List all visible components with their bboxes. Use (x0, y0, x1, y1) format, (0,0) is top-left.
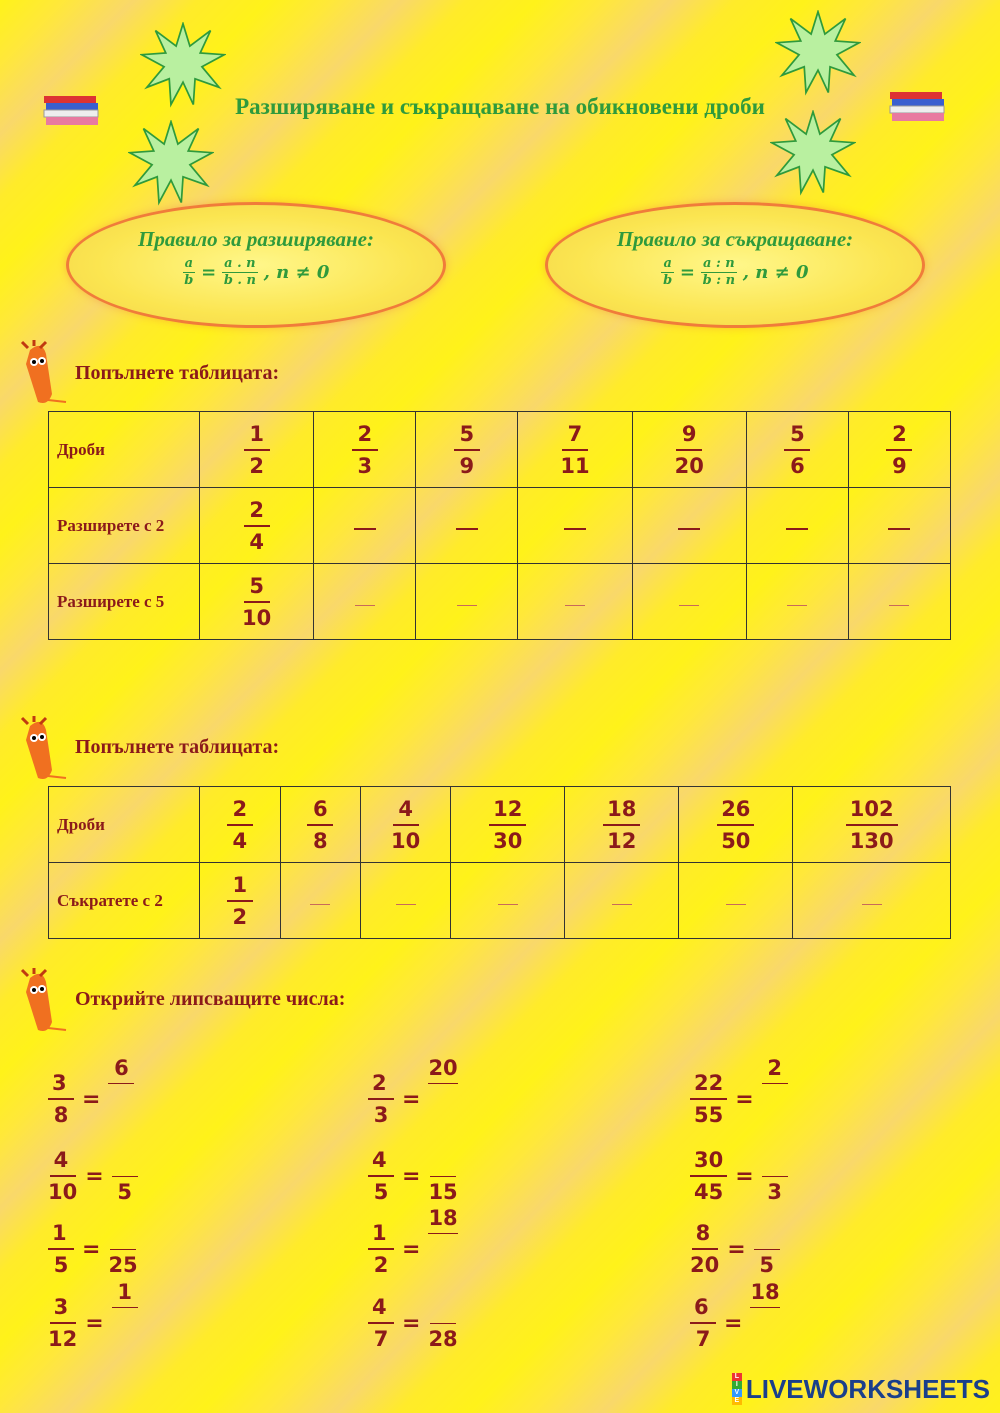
denominator: 55 (694, 1103, 724, 1127)
left-fraction (48, 1292, 77, 1354)
right-fraction[interactable] (428, 1053, 457, 1114)
reduce-rule-label: Правило за съкращаване: (616, 227, 854, 251)
row-label: Дроби (49, 412, 200, 488)
carrot-mascot-icon (12, 340, 68, 412)
right-fraction[interactable] (112, 1277, 138, 1338)
fraction (454, 419, 480, 481)
fraction (560, 419, 589, 481)
equation (690, 1218, 780, 1280)
numerator: 6 (690, 1292, 716, 1324)
reduce-table (48, 786, 951, 939)
denominator: 10 (48, 1180, 78, 1204)
fraction (244, 495, 270, 557)
formula-b: b (663, 273, 673, 288)
numerator: 5 (244, 571, 270, 603)
left-fraction (690, 1218, 719, 1280)
table-cell (746, 412, 848, 488)
denominator: 5 (759, 1252, 774, 1277)
numerator: 5 (454, 419, 480, 451)
numerator: 2 (368, 1068, 394, 1100)
numerator: 4 (50, 1145, 76, 1177)
formula-den: b . n (223, 273, 256, 288)
equals-sign: = (82, 1236, 101, 1262)
right-fraction[interactable] (428, 1293, 457, 1354)
left-fraction (48, 1218, 74, 1280)
right-fraction[interactable] (762, 1146, 788, 1207)
table-cell (280, 787, 361, 863)
numerator: 2 (762, 1053, 788, 1084)
table-cell (416, 412, 518, 488)
numerator[interactable] (430, 1293, 456, 1324)
fraction (846, 794, 898, 856)
section3-heading: Открийте липсващите числа: (75, 988, 346, 1010)
table-cell[interactable] (565, 863, 679, 939)
numerator: 3 (48, 1068, 74, 1100)
table-row (49, 412, 951, 488)
numerator: 12 (489, 794, 526, 826)
left-fraction (368, 1068, 394, 1130)
expand-table (48, 411, 951, 640)
carrot-mascot-icon (12, 968, 68, 1040)
denominator: 9 (892, 453, 907, 478)
table-row (49, 564, 951, 640)
answer-blank[interactable] (678, 528, 700, 530)
fraction (603, 794, 640, 856)
row-label: Съкратете с 2 (49, 863, 200, 939)
answer-blank[interactable] (862, 904, 882, 905)
reduce-rule-formula: $\frac{a}{b}$ = $\frac{a : n}{b : n}$ , n ≠ 0 (663, 256, 809, 288)
denominator[interactable] (430, 1084, 456, 1114)
numerator: 7 (562, 419, 588, 451)
denominator: 3 (373, 1103, 389, 1127)
right-fraction[interactable] (108, 1219, 137, 1280)
table-cell (632, 412, 746, 488)
denominator: 130 (849, 828, 894, 853)
equals-sign: = (735, 1086, 754, 1112)
right-fraction[interactable] (112, 1146, 138, 1207)
answer-blank[interactable] (889, 605, 909, 606)
denominator: 11 (560, 453, 590, 478)
left-fraction (48, 1068, 74, 1130)
left-fraction (48, 1145, 77, 1207)
equation (48, 1218, 138, 1280)
answer-blank[interactable] (498, 904, 518, 905)
denominator: 12 (48, 1327, 78, 1351)
table-cell (200, 488, 314, 564)
table-cell (200, 787, 281, 863)
numerator: 4 (393, 794, 419, 826)
answer-blank[interactable] (456, 528, 478, 530)
numerator: 1 (48, 1218, 74, 1250)
denominator: 20 (690, 1253, 720, 1277)
numerator: 102 (846, 794, 898, 826)
denominator: 4 (249, 529, 264, 554)
answer-blank[interactable] (354, 528, 376, 530)
live-badge: L I V E (732, 1373, 742, 1405)
table-cell[interactable] (416, 564, 518, 640)
row-label: Дроби (49, 787, 200, 863)
table-cell[interactable] (848, 564, 950, 640)
numerator: 26 (717, 794, 754, 826)
numerator: 18 (603, 794, 640, 826)
denominator: 6 (790, 453, 805, 478)
equals-sign: = (402, 1163, 421, 1189)
right-fraction[interactable] (754, 1219, 780, 1280)
table-cell[interactable] (451, 863, 565, 939)
numerator: 5 (784, 419, 810, 451)
denominator: 2 (232, 904, 248, 929)
denominator: 12 (607, 828, 637, 853)
row-label: Разширете с 2 (49, 488, 200, 564)
equation (368, 1055, 458, 1130)
table-cell[interactable] (361, 863, 451, 939)
table-cell (565, 787, 679, 863)
table-cell (200, 564, 314, 640)
answer-blank[interactable] (310, 904, 330, 905)
denominator: 5 (373, 1180, 389, 1204)
left-fraction (690, 1068, 727, 1130)
denominator: 28 (428, 1326, 458, 1351)
numerator: 9 (676, 419, 702, 451)
table-cell[interactable] (632, 564, 746, 640)
denominator: 15 (428, 1179, 458, 1204)
denominator: 10 (391, 828, 421, 853)
numerator[interactable] (110, 1219, 136, 1250)
numerator: 6 (307, 794, 333, 826)
right-fraction[interactable] (428, 1146, 457, 1207)
equals-sign: = (724, 1310, 743, 1336)
equals-sign: = (727, 1236, 746, 1262)
table-cell[interactable] (746, 564, 848, 640)
numerator: 20 (428, 1053, 457, 1084)
fraction (886, 419, 912, 481)
equation (368, 1145, 458, 1207)
equals-sign: = (402, 1310, 421, 1336)
denominator: 2 (373, 1253, 389, 1277)
equals-sign: = (735, 1163, 754, 1189)
answer-blank[interactable] (612, 904, 632, 905)
denominator: 45 (694, 1180, 724, 1204)
equals-sign: = (82, 1086, 101, 1112)
star-burst-icon (775, 10, 861, 96)
numerator: 4 (368, 1145, 394, 1177)
fraction (227, 870, 253, 932)
fraction (244, 419, 270, 481)
fraction (675, 419, 704, 481)
equation (690, 1279, 780, 1354)
table-cell[interactable] (314, 488, 416, 564)
denominator[interactable] (430, 1234, 456, 1264)
numerator[interactable] (112, 1146, 138, 1177)
fraction (227, 794, 253, 856)
denominator[interactable] (752, 1308, 778, 1338)
numerator[interactable] (430, 1146, 456, 1177)
numerator: 2 (886, 419, 912, 451)
table-cell[interactable] (280, 863, 361, 939)
right-fraction[interactable] (762, 1053, 788, 1114)
table-cell (848, 412, 950, 488)
star-burst-icon (770, 110, 856, 196)
table-cell (518, 412, 632, 488)
answer-blank[interactable] (565, 605, 585, 606)
numerator: 22 (690, 1068, 727, 1100)
table-cell (793, 787, 951, 863)
left-fraction (368, 1145, 394, 1207)
denominator: 7 (695, 1327, 711, 1351)
table-cell[interactable] (518, 488, 632, 564)
right-fraction[interactable] (750, 1277, 779, 1338)
formula-num: a . n (224, 256, 256, 271)
formula-a: a (663, 256, 672, 271)
table-cell (200, 412, 314, 488)
fraction (717, 794, 754, 856)
numerator: 2 (227, 794, 253, 826)
table-cell[interactable] (314, 564, 416, 640)
equals-sign: = (402, 1086, 421, 1112)
numerator: 1 (112, 1277, 138, 1308)
table-row (49, 863, 951, 939)
denominator: 20 (674, 453, 704, 478)
table-row (49, 488, 951, 564)
equation (48, 1145, 138, 1207)
left-fraction (690, 1292, 716, 1354)
reduce-rule-oval (545, 202, 925, 328)
row-label: Разширете с 5 (49, 564, 200, 640)
numerator: 2 (352, 419, 378, 451)
numerator: 2 (244, 495, 270, 527)
formula-num: a : n (703, 256, 735, 271)
star-burst-icon (128, 120, 214, 206)
table-cell (314, 412, 416, 488)
numerator: 18 (428, 1203, 457, 1234)
denominator: 9 (459, 453, 475, 478)
numerator: 4 (368, 1292, 394, 1324)
answer-blank[interactable] (726, 904, 746, 905)
answer-blank[interactable] (786, 528, 808, 530)
formula-cond: , n ≠ 0 (742, 262, 809, 283)
denominator: 30 (493, 828, 523, 853)
table-cell (361, 787, 451, 863)
answer-blank[interactable] (564, 528, 586, 530)
numerator: 1 (227, 870, 253, 902)
denominator: 3 (357, 453, 373, 478)
denominator[interactable] (762, 1084, 788, 1114)
table-cell[interactable] (416, 488, 518, 564)
formula-den: b : n (702, 273, 736, 288)
section2-heading: Попълнете таблицата: (75, 736, 280, 758)
answer-blank[interactable] (396, 904, 416, 905)
table-cell (451, 787, 565, 863)
denominator: 10 (242, 605, 272, 630)
expand-rule-formula: $\frac{a}{b}$ = $\frac{a . n}{b . n}$ , n ≠ 0 (184, 256, 330, 288)
equals-sign: = (85, 1310, 104, 1336)
table-row (49, 787, 951, 863)
table-cell[interactable] (518, 564, 632, 640)
numerator: 3 (50, 1292, 76, 1324)
left-fraction (690, 1145, 727, 1207)
logo-text: LIVEWORKSHEETS (745, 1373, 990, 1404)
denominator[interactable] (112, 1308, 138, 1338)
numerator: 1 (368, 1218, 394, 1250)
right-fraction[interactable] (428, 1203, 457, 1264)
answer-blank[interactable] (679, 605, 699, 606)
equals-sign: = (402, 1236, 421, 1262)
numerator: 30 (690, 1145, 727, 1177)
fraction (307, 794, 333, 856)
equation (48, 1055, 134, 1130)
equals-sign: = (85, 1163, 104, 1189)
denominator: 5 (53, 1253, 69, 1277)
table-cell (679, 787, 793, 863)
formula-a: a (184, 256, 194, 271)
table-cell (200, 863, 281, 939)
numerator[interactable] (754, 1219, 780, 1250)
table-cell[interactable] (793, 863, 951, 939)
denominator: 25 (108, 1252, 138, 1277)
expand-rule-label: Правило за разширяване: (138, 227, 374, 251)
answer-blank[interactable] (457, 605, 477, 606)
fraction (784, 419, 810, 481)
denominator: 8 (312, 828, 328, 853)
equation (368, 1205, 458, 1280)
denominator: 2 (249, 453, 264, 478)
denominator: 7 (373, 1327, 389, 1351)
right-fraction[interactable] (108, 1053, 134, 1114)
denominator: 4 (232, 828, 248, 853)
equation (368, 1292, 458, 1354)
section1-heading: Попълнете таблицата: (75, 362, 280, 384)
expand-rule-oval (66, 202, 446, 328)
answer-blank[interactable] (355, 605, 375, 606)
liveworksheets-logo (732, 1373, 990, 1405)
fraction (242, 571, 271, 633)
carrot-mascot-icon (12, 716, 68, 788)
fraction (489, 794, 526, 856)
page-title: Разширяване и съкращаване на обикновени дроби (235, 94, 765, 119)
answer-blank[interactable] (787, 605, 807, 606)
denominator[interactable] (108, 1084, 134, 1114)
table-cell[interactable] (848, 488, 950, 564)
numerator: 18 (750, 1277, 779, 1308)
formula-cond: , n ≠ 0 (263, 262, 330, 283)
fraction (391, 794, 420, 856)
formula-b: b (184, 273, 194, 288)
equation (690, 1055, 788, 1130)
table-cell[interactable] (632, 488, 746, 564)
denominator: 3 (767, 1179, 782, 1204)
table-cell[interactable] (746, 488, 848, 564)
numerator: 1 (244, 419, 270, 451)
table-cell[interactable] (679, 863, 793, 939)
equation (690, 1145, 788, 1207)
left-fraction (368, 1292, 394, 1354)
answer-blank[interactable] (888, 528, 910, 530)
denominator: 8 (53, 1103, 69, 1127)
fraction (352, 419, 378, 481)
left-fraction (368, 1218, 394, 1280)
denominator: 50 (721, 828, 751, 853)
numerator: 8 (692, 1218, 718, 1250)
equation (48, 1279, 138, 1354)
denominator: 5 (117, 1179, 132, 1204)
numerator[interactable] (762, 1146, 788, 1177)
numerator: 6 (108, 1053, 134, 1084)
